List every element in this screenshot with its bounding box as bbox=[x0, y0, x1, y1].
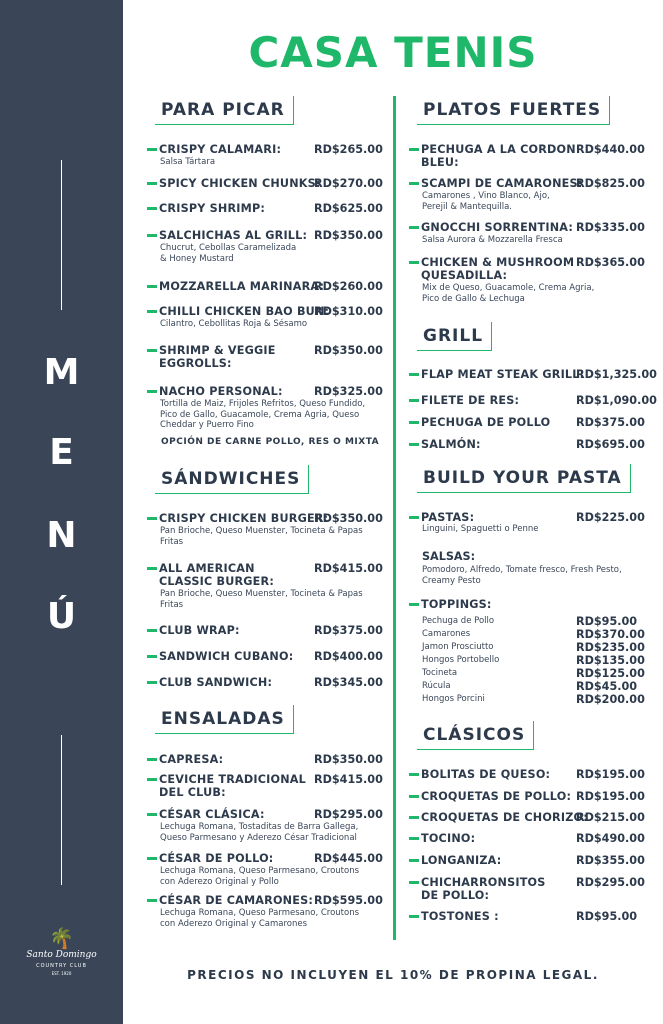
item-marker bbox=[147, 310, 157, 313]
salsas-label: SALSAS: bbox=[422, 550, 476, 563]
topping-name: Tocineta bbox=[422, 668, 458, 678]
logo-est: EST. 1920 bbox=[51, 971, 72, 976]
menu-item bbox=[409, 790, 649, 804]
item-name: SANDWICH CUBANO: bbox=[159, 650, 294, 663]
item-price: RD$215.00 bbox=[576, 811, 645, 824]
item-price: RD$445.00 bbox=[314, 852, 383, 865]
item-name: CHILLI CHICKEN BAO BUN: bbox=[159, 305, 330, 318]
item-price: RD$375.00 bbox=[314, 624, 383, 637]
menu-item bbox=[147, 229, 387, 264]
item-marker bbox=[409, 226, 419, 229]
menu-item bbox=[147, 177, 387, 191]
item-description: Lechuga Romana, Queso Parmesano, Croutons con Aderezo Original y Camarones bbox=[160, 908, 360, 929]
item-marker bbox=[409, 816, 419, 819]
item-marker bbox=[147, 148, 157, 151]
item-price: RD$325.00 bbox=[314, 385, 383, 398]
item-marker bbox=[147, 899, 157, 902]
palm-tree-icon: 🌴 bbox=[49, 926, 74, 950]
item-name: CÉSAR DE CAMARONES: bbox=[159, 894, 314, 907]
section-title-clasicos: CLÁSICOS bbox=[417, 721, 534, 750]
item-marker bbox=[147, 567, 157, 570]
section-title-grill: GRILL bbox=[417, 322, 492, 351]
topping-name: Hongos Porcini bbox=[422, 694, 485, 704]
menu-item bbox=[409, 876, 649, 902]
menu-item bbox=[409, 768, 649, 782]
item-price: RD$1,090.00 bbox=[576, 394, 657, 407]
item-name: SALMÓN: bbox=[421, 438, 481, 451]
item-price: RD$345.00 bbox=[314, 676, 383, 689]
item-price: RD$195.00 bbox=[576, 790, 645, 803]
section-title-para-picar: PARA PICAR bbox=[155, 96, 294, 125]
item-name: PASTAS: bbox=[421, 511, 475, 524]
logo-club: COUNTRY CLUB bbox=[36, 963, 87, 969]
item-marker bbox=[147, 681, 157, 684]
item-name: MOZZARELLA MARINARA: bbox=[159, 280, 325, 293]
menu-item-pastas bbox=[409, 511, 649, 541]
tip-disclaimer: PRECIOS NO INCLUYEN EL 10% DE PROPINA LEGAL. bbox=[187, 968, 599, 982]
logo-script: Santo Domingo bbox=[26, 950, 97, 960]
toppings-label: TOPPINGS: bbox=[421, 598, 492, 611]
menu-item bbox=[147, 202, 387, 216]
item-description: Pan Brioche, Queso Muenster, Tocineta & Papas Fritas bbox=[160, 526, 363, 547]
menu-item bbox=[409, 416, 649, 430]
item-name: PECHUGA A LA CORDON BLEU: bbox=[421, 143, 576, 169]
item-description: Tortilla de Maiz, Frijoles Refritos, Queso Fundido, Pico de Gallo, Guacamole, Crema Agria, Queso Cheddar y Puerro Fino bbox=[160, 399, 366, 430]
item-marker bbox=[147, 517, 157, 520]
item-price: RD$265.00 bbox=[314, 143, 383, 156]
club-logo bbox=[0, 928, 123, 976]
topping-name: Rúcula bbox=[422, 681, 451, 691]
item-price: RD$625.00 bbox=[314, 202, 383, 215]
item-marker bbox=[147, 778, 157, 781]
menu-item bbox=[409, 832, 649, 846]
item-marker bbox=[409, 773, 419, 776]
item-price: RD$595.00 bbox=[314, 894, 383, 907]
item-name: CÉSAR DE POLLO: bbox=[159, 852, 274, 865]
item-price: RD$350.00 bbox=[314, 753, 383, 766]
item-price: RD$350.00 bbox=[314, 229, 383, 242]
section-title-platos-fuertes: PLATOS FUERTES bbox=[417, 96, 610, 125]
menu-item bbox=[147, 894, 387, 929]
menu-item bbox=[409, 811, 649, 825]
section-title-sandwiches: SÁNDWICHES bbox=[155, 465, 309, 494]
item-name: CHICKEN & MUSHROOM QUESADILLA: bbox=[421, 256, 575, 282]
item-name: CLUB WRAP: bbox=[159, 624, 240, 637]
item-name: FILETE DE RES: bbox=[421, 394, 520, 407]
item-price: RD$355.00 bbox=[576, 854, 645, 867]
item-name: SHRIMP & VEGGIE EGGROLLS: bbox=[159, 344, 276, 370]
item-name: FLAP MEAT STEAK GRILL: bbox=[421, 368, 585, 381]
item-marker bbox=[147, 349, 157, 352]
column-divider bbox=[393, 96, 396, 940]
item-name: CLUB SANDWICH: bbox=[159, 676, 273, 689]
item-description: Lechuga Romana, Tostaditas de Barra Gallega, Queso Parmesano y Aderezo César Tradicional bbox=[160, 822, 359, 843]
menu-item bbox=[147, 650, 387, 664]
menu-item bbox=[147, 385, 387, 430]
item-price: RD$825.00 bbox=[576, 177, 645, 190]
topping-name: Pechuga de Pollo bbox=[422, 616, 495, 626]
item-name: CEVICHE TRADICIONAL DEL CLUB: bbox=[159, 773, 306, 799]
item-name: CRISPY CALAMARI: bbox=[159, 143, 282, 156]
item-marker bbox=[409, 373, 419, 376]
topping-price: RD$135.00 bbox=[576, 654, 645, 667]
menu-letter-u: Ú bbox=[46, 596, 77, 637]
item-price: RD$335.00 bbox=[576, 221, 645, 234]
item-price: RD$270.00 bbox=[314, 177, 383, 190]
item-marker bbox=[409, 148, 419, 151]
topping-price: RD$370.00 bbox=[576, 628, 645, 641]
section-title-build-pasta: BUILD YOUR PASTA bbox=[417, 464, 631, 493]
item-price: RD$95.00 bbox=[576, 910, 638, 923]
item-marker bbox=[409, 421, 419, 424]
item-name: ALL AMERICAN CLASSIC BURGER: bbox=[159, 562, 275, 588]
item-description: Mix de Queso, Guacamole, Crema Agria, Pico de Gallo & Lechuga bbox=[422, 283, 595, 304]
item-name: CÉSAR CLÁSICA: bbox=[159, 808, 265, 821]
item-price: RD$260.00 bbox=[314, 280, 383, 293]
sidebar-divider-top bbox=[61, 160, 62, 310]
item-marker bbox=[147, 655, 157, 658]
item-price: RD$695.00 bbox=[576, 438, 645, 451]
topping-name: Jamon Prosciutto bbox=[422, 642, 494, 652]
item-marker bbox=[409, 516, 419, 519]
item-price: RD$195.00 bbox=[576, 768, 645, 781]
item-marker bbox=[147, 629, 157, 632]
menu-item bbox=[147, 512, 387, 547]
item-name: CRISPY SHRIMP: bbox=[159, 202, 266, 215]
item-name: SPICY CHICKEN CHUNKS: bbox=[159, 177, 321, 190]
item-marker bbox=[409, 881, 419, 884]
topping-price: RD$45.00 bbox=[576, 680, 638, 693]
item-name: CROQUETAS DE POLLO: bbox=[421, 790, 572, 803]
toppings-header bbox=[409, 598, 609, 612]
topping-price: RD$95.00 bbox=[576, 615, 638, 628]
menu-item bbox=[409, 177, 649, 212]
menu-item bbox=[147, 773, 387, 799]
salsas-description: Pomodoro, Alfredo, Tomate fresco, Fresh Pesto, Creamy Pesto bbox=[422, 565, 622, 586]
item-name: CHICHARRONSITOS DE POLLO: bbox=[421, 876, 546, 902]
item-name: SALCHICHAS AL GRILL: bbox=[159, 229, 308, 242]
item-marker bbox=[409, 837, 419, 840]
item-description: Camarones , Vino Blanco, Ajo, Perejil & Mantequilla. bbox=[422, 191, 550, 212]
item-marker bbox=[147, 207, 157, 210]
item-price: RD$225.00 bbox=[576, 511, 645, 524]
menu-item bbox=[147, 305, 387, 329]
item-name: SCAMPI DE CAMARONES: bbox=[421, 177, 583, 190]
item-description: Pan Brioche, Queso Muenster, Tocineta & Papas Fritas bbox=[160, 589, 363, 610]
item-price: RD$375.00 bbox=[576, 416, 645, 429]
item-marker bbox=[147, 813, 157, 816]
item-name: PECHUGA DE POLLO bbox=[421, 416, 551, 429]
item-price: RD$490.00 bbox=[576, 832, 645, 845]
item-price: RD$310.00 bbox=[314, 305, 383, 318]
menu-item bbox=[147, 280, 387, 294]
sidebar-divider-bottom bbox=[61, 735, 62, 885]
item-name: TOSTONES : bbox=[421, 910, 499, 923]
item-name: LONGANIZA: bbox=[421, 854, 502, 867]
menu-item bbox=[409, 438, 649, 452]
menu-item bbox=[147, 562, 387, 610]
item-marker bbox=[409, 859, 419, 862]
item-price: RD$350.00 bbox=[314, 344, 383, 357]
menu-item bbox=[409, 256, 649, 304]
menu-letter-n: N bbox=[46, 515, 77, 556]
item-description: Chucrut, Cebollas Caramelizada & Honey Mustard bbox=[160, 243, 297, 264]
item-marker bbox=[409, 443, 419, 446]
item-price: RD$365.00 bbox=[576, 256, 645, 269]
topping-price: RD$200.00 bbox=[576, 693, 645, 706]
item-marker bbox=[409, 261, 419, 264]
item-price: RD$295.00 bbox=[576, 876, 645, 889]
menu-item bbox=[147, 676, 387, 690]
menu-item bbox=[409, 221, 649, 245]
item-marker bbox=[409, 399, 419, 402]
protein-option-note: OPCIÓN DE CARNE POLLO, RES O MIXTA bbox=[161, 437, 380, 447]
menu-letter-e: E bbox=[49, 432, 74, 473]
menu-item bbox=[409, 143, 649, 169]
item-marker bbox=[409, 915, 419, 918]
item-name: NACHO PERSONAL: bbox=[159, 385, 283, 398]
menu-item bbox=[147, 753, 387, 767]
item-marker bbox=[147, 285, 157, 288]
page-title: CASA TENIS bbox=[248, 28, 538, 77]
topping-price: RD$235.00 bbox=[576, 641, 645, 654]
item-price: RD$400.00 bbox=[314, 650, 383, 663]
item-marker bbox=[147, 758, 157, 761]
item-description: Linguini, Spaguetti o Penne bbox=[422, 524, 539, 534]
topping-name: Camarones bbox=[422, 629, 471, 639]
item-description: Lechuga Romana, Queso Parmesano, Croutons con Aderezo Original y Pollo bbox=[160, 866, 360, 887]
item-marker bbox=[147, 857, 157, 860]
item-description: Salsa Tártara bbox=[160, 157, 216, 167]
item-description: Cilantro, Cebollitas Roja & Sésamo bbox=[160, 319, 308, 329]
menu-letter-m: M bbox=[43, 352, 80, 393]
item-price: RD$415.00 bbox=[314, 773, 383, 786]
item-marker bbox=[409, 603, 419, 606]
menu-item bbox=[147, 143, 387, 167]
item-price: RD$415.00 bbox=[314, 562, 383, 575]
item-name: GNOCCHI SORRENTINA: bbox=[421, 221, 573, 234]
item-description: Salsa Aurora & Mozzarella Fresca bbox=[422, 235, 563, 245]
item-price: RD$440.00 bbox=[576, 143, 645, 156]
menu-item bbox=[147, 852, 387, 887]
topping-price: RD$125.00 bbox=[576, 667, 645, 680]
sidebar bbox=[0, 0, 123, 1024]
item-marker bbox=[147, 182, 157, 185]
item-name: TOCINO: bbox=[421, 832, 476, 845]
item-name: CROQUETAS DE CHORIZO: bbox=[421, 811, 588, 824]
menu-item bbox=[147, 624, 387, 638]
topping-name: Hongos Portobello bbox=[422, 655, 500, 665]
menu-item bbox=[147, 808, 387, 843]
item-price: RD$295.00 bbox=[314, 808, 383, 821]
item-marker bbox=[409, 795, 419, 798]
item-name: BOLITAS DE QUESO: bbox=[421, 768, 551, 781]
menu-item bbox=[409, 854, 649, 868]
item-marker bbox=[409, 182, 419, 185]
section-title-ensaladas: ENSALADAS bbox=[155, 705, 294, 734]
menu-item bbox=[409, 394, 657, 408]
item-name: CAPRESA: bbox=[159, 753, 224, 766]
item-marker bbox=[147, 390, 157, 393]
item-marker bbox=[147, 234, 157, 237]
menu-item bbox=[409, 910, 649, 924]
item-price: RD$1,325.00 bbox=[576, 368, 657, 381]
menu-item bbox=[147, 344, 387, 370]
menu-item bbox=[409, 368, 657, 382]
item-price: RD$350.00 bbox=[314, 512, 383, 525]
item-name: CRISPY CHICKEN BURGER: bbox=[159, 512, 329, 525]
